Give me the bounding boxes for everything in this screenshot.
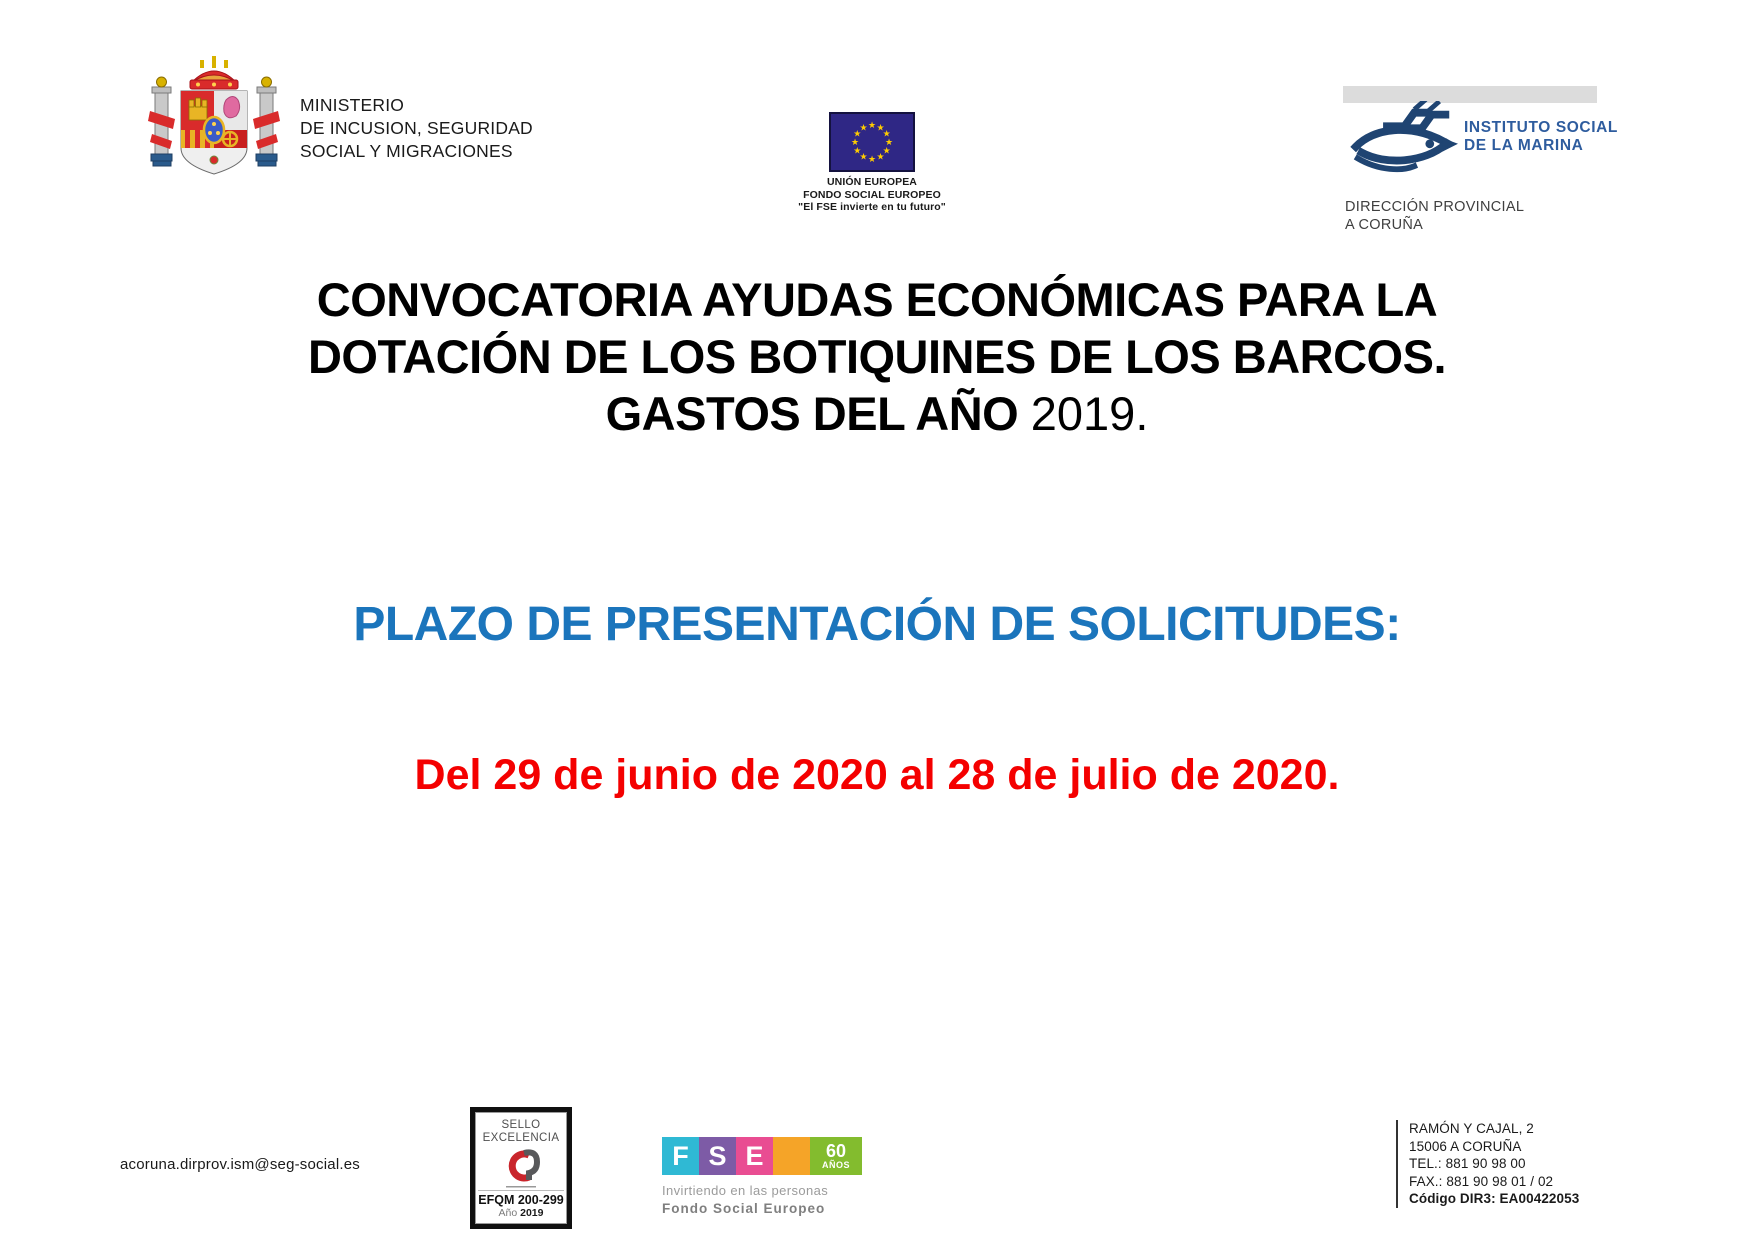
ism-dir-line2: A CORUÑA [1345, 216, 1424, 233]
svg-text:★: ★ [876, 152, 885, 163]
svg-text:★: ★ [850, 138, 860, 148]
contact-email: acoruna.dirprov.ism@seg-social.es [120, 1156, 360, 1173]
spain-coat-of-arms-icon [148, 56, 280, 190]
svg-text:★: ★ [882, 129, 891, 140]
svg-text:★: ★ [884, 138, 894, 148]
ministry-line3: SOCIAL Y MIGRACIONES [300, 141, 513, 161]
efqm-year-label: Año [498, 1207, 518, 1219]
address-phone: TEL.: 881 90 98 00 [1409, 1156, 1526, 1171]
eu-fse-block [752, 112, 992, 214]
svg-text:★: ★ [882, 146, 891, 157]
ism-dir-line1: DIRECCIÓN PROVINCIAL [1345, 199, 1525, 215]
ism-provincial-direction [1345, 199, 1524, 234]
eu-caption-union: UNIÓN EUROPEA [827, 176, 917, 188]
svg-text:★: ★ [859, 152, 868, 163]
svg-text:★: ★ [853, 129, 862, 140]
fse-fund-name: Fondo Social Europeo [662, 1201, 826, 1216]
address-fax: FAX.: 881 90 98 01 / 02 [1409, 1173, 1554, 1189]
title-line1: CONVOCATORIA AYUDAS ECONÓMICAS PARA LA [316, 273, 1438, 326]
svg-text:★: ★ [859, 123, 868, 134]
fse-letter-f: F [662, 1137, 699, 1175]
ism-name-line2: DE LA MARINA [1464, 137, 1584, 154]
fse-letter-s: S [699, 1137, 736, 1175]
ministry-name [300, 94, 533, 163]
fse-tagline: Invirtiendo en las personas [662, 1183, 829, 1198]
title-line3 [0, 385, 1754, 442]
address-dir3-code: Código DIR3: EA00422053 [1409, 1191, 1580, 1206]
fse-letter-e: E [736, 1137, 773, 1175]
office-address-block [1396, 1120, 1579, 1208]
efqm-range-label: EFQM 200-299 [478, 1190, 563, 1207]
address-city: 15006 A CORUÑA [1409, 1138, 1522, 1154]
svg-text:★: ★ [853, 146, 862, 157]
eu-caption-fondo: FONDO SOCIAL EUROPEO [803, 188, 941, 201]
ism-name [1464, 119, 1618, 155]
efqm-q-mark-icon [502, 1146, 540, 1190]
ministry-line1: MINISTERIO [300, 95, 405, 115]
ism-name-line1: INSTITUTO SOCIAL [1464, 119, 1618, 136]
title-line3-year: 2019. [1030, 387, 1149, 440]
title-line3-text: GASTOS DEL AÑO [605, 387, 1019, 440]
svg-text:★: ★ [867, 121, 877, 131]
fse-orange-block [773, 1137, 810, 1175]
efqm-excellence-seal [470, 1107, 572, 1229]
efqm-excelencia-label: EXCELENCIA [482, 1132, 560, 1144]
efqm-year-value: 2019 [520, 1207, 544, 1219]
eu-flag-icon [829, 112, 915, 172]
svg-text:★: ★ [876, 123, 885, 134]
svg-text:★: ★ [867, 155, 877, 165]
page-title [0, 271, 1754, 442]
ministry-line2: DE INCUSION, SEGURIDAD [300, 118, 533, 138]
fse-60-number: 60 [825, 1141, 847, 1161]
title-line2: DOTACIÓN DE LOS BOTIQUINES DE LOS BARCOS. [307, 330, 1447, 383]
fse-60-anniversary-logo [662, 1137, 862, 1216]
deadline-dates: Del 29 de junio de 2020 al 28 de julio de 2020. [414, 751, 1340, 799]
address-street: RAMÓN Y CAJAL, 2 [1409, 1121, 1534, 1136]
ism-fish-logo-icon [1348, 101, 1460, 173]
fse-60-anos-badge [810, 1137, 862, 1175]
eu-caption-slogan: "El FSE invierte en tu futuro" [798, 201, 946, 213]
fse-anos-label: AÑOS [821, 1160, 850, 1170]
submission-period-heading: PLAZO DE PRESENTACIÓN DE SOLICITUDES: [353, 598, 1401, 651]
efqm-sello-label: SELLO [501, 1119, 541, 1131]
